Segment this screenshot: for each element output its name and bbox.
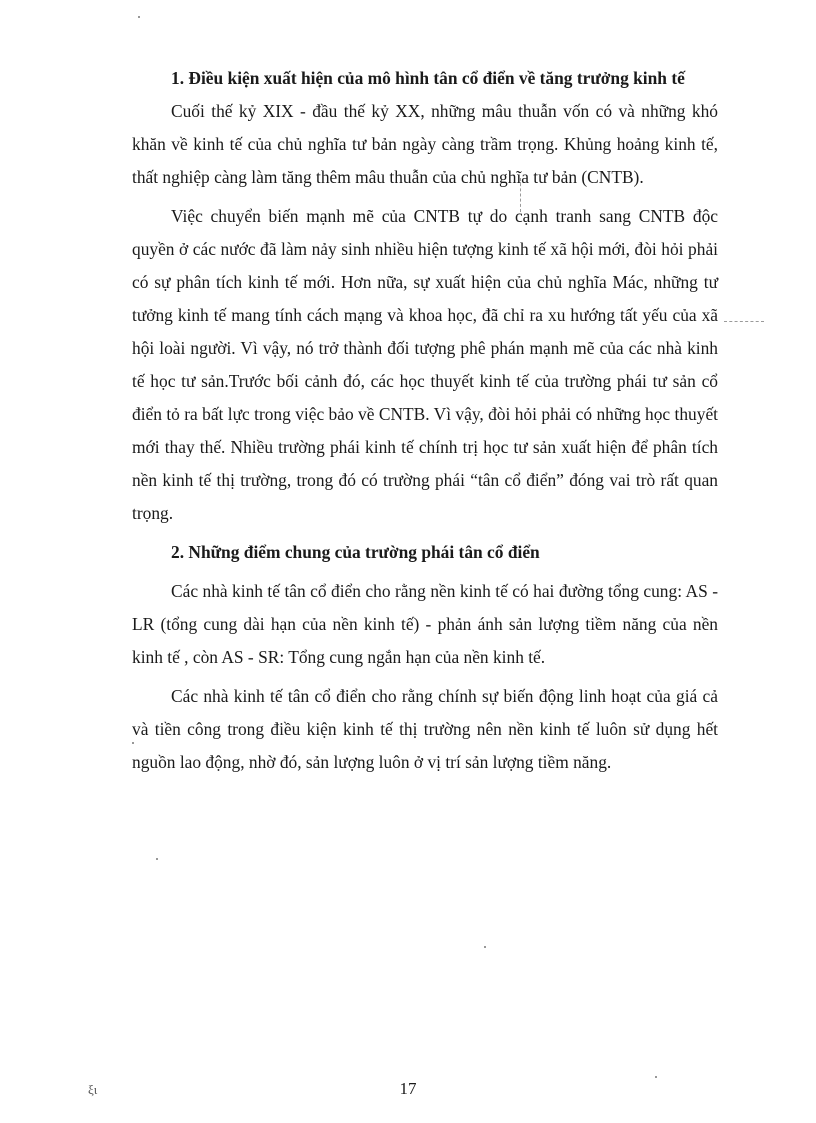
scan-speck [132,742,134,744]
scan-speck [655,1076,657,1078]
section-2-paragraph-2: Các nhà kinh tế tân cổ điển cho rằng chính sự biến động linh hoạt của giá cả và tiền công trong điều kiện kinh tế thị trường nên nền kinh tế luôn sử dụng hết nguồn lao động, nhờ đó, sản lượng luôn ở vị trí sản lượng tiềm năng. [132,686,718,772]
section-1-heading: 1. Điều kiện xuất hiện của mô hình tân cổ điển về tăng trưởng kinh tế [171,68,685,88]
scan-speck [156,858,158,860]
corner-mark: ξι [88,1082,98,1097]
section-1-paragraph-2: Việc chuyển biến mạnh mẽ của CNTB tự do cạnh tranh sang CNTB độc quyền ở các nước đã làm nảy sinh nhiều hiện tượng kinh tế xã hội mới, đòi hỏi phải có sự phân tích kinh tế mới. Hơn nữa, sự xuất hiện của chủ nghĩa Mác, những tư tưởng kinh tế mang tính cách mạng và khoa học, đã chỉ ra xu hướng tất yếu của xã hội loài người. Vì vậy, nó trở thành đối tượng phê phán mạnh mẽ của các nhà kinh tế học tư sản.Trước bối cảnh đó, các học thuyết kinh tế của trường phái tư sản cổ điển tỏ ra bất lực trong việc bảo về CNTB. Vì vậy, đòi hỏi phải có những học thuyết mới thay thế. Nhiều trường phái kinh tế chính trị học tư sản xuất hiện để phân tích nền kinh tế thị trường, trong đó có trường phái “tân cổ điển” đóng vai trò rất quan trọng. [132,206,718,523]
scan-artifact-line [520,178,521,212]
scan-speck [138,16,140,18]
scan-artifact-dash [724,321,764,322]
section-2-heading: 2. Những điểm chung của trường phái tân cổ điển [171,542,540,562]
page-number: 17 [399,1079,417,1098]
section-2-paragraph-1: Các nhà kinh tế tân cổ điển cho rằng nền kinh tế có hai đường tổng cung: AS - LR (tổng cung dài hạn của nền kinh tế) - phản ánh sản lượng tiềm năng của nền kinh tế , còn AS - SR: Tổng cung ngắn hạn của nền kinh tế. [132,581,718,667]
page-content [132,62,718,779]
scan-speck [484,946,486,948]
section-1-paragraph-1: Cuối thế kỷ XIX - đầu thế kỷ XX, những mâu thuẫn vốn có và những khó khăn về kinh tế của chủ nghĩa tư bản ngày càng trầm trọng. Khủng hoảng kinh tế, thất nghiệp càng làm tăng thêm mâu thuẫn của chủ nghĩa tư bản (CNTB). [132,101,718,187]
